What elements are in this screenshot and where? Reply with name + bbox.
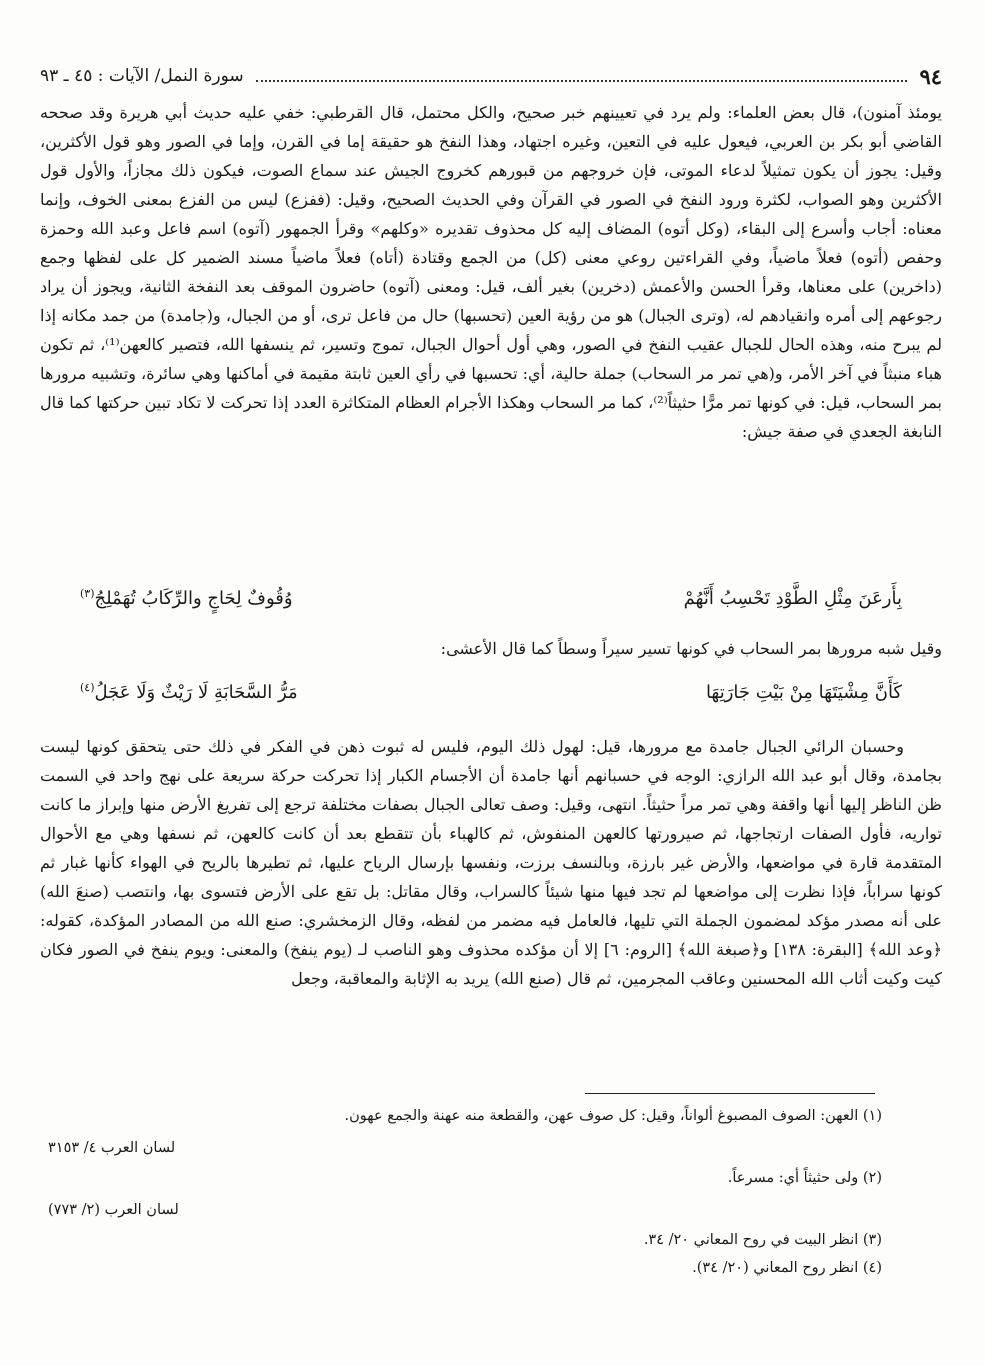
verse-intro: وقيل شبه مرورها بمر السحاب في كونها تسير سيراً وسطاً كما قال الأعشى:	[440, 639, 942, 658]
footnote-2-reference: لسان العرب (٢/ ٧٧٣)	[48, 1202, 179, 1218]
footnote-marker: (٤)	[80, 681, 95, 694]
footnote-marker: (٣)	[80, 587, 95, 600]
poem-verse-2	[40, 672, 942, 712]
footnote-1: (١) العهن: الصوف المصبوغ ألواناً، وقيل: كل صوف عهن، والقطعة منه عهنة والجمع عهون.	[344, 1108, 882, 1124]
footnote-3: (٣) انظر البيت في روح المعاني ٢٠/ ٣٤.	[643, 1232, 882, 1248]
page-header	[40, 60, 942, 92]
page-number: ٩٤	[919, 63, 942, 89]
footnote-1-reference: لسان العرب ٤/ ٣١٥٣	[48, 1140, 176, 1156]
running-title: سورة النمل/ الآيات : ٤٥ ـ ٩٣	[40, 66, 244, 86]
verse-first-hemistich: بِأَرعَنَ مِثْلِ الطَّوْدِ تَحْسِبُ أَنَّهُمْ	[683, 587, 902, 609]
footnote-divider	[585, 1093, 875, 1094]
verse-second-hemistich: وُقُوفٌ لِحَاجٍ والرِّكَابُ تُهَمْلِجُ$^{(٣)}$	[80, 587, 293, 609]
main-text-top	[40, 98, 942, 446]
main-text-bottom	[40, 732, 942, 993]
footnote-2: (٢) ولى حثيثاً أي: مسرعاً.	[727, 1170, 882, 1186]
paragraph: وحسبان الرائي الجبال جامدة مع مرورها، قيل: لهول ذلك اليوم، فليس له ثبوت ذهن في الفكر في ذلك حتى يتحقق كونها ليست بجامدة، وقال أبو عبد الله الرازي: الوجه في حسبانهم أنها جامدة أن الأجسام الكبار إذا تحركت حركة سريعة على نهج واحد في السمت ظن الناظر إليها أنها واقفة وهي تمر مراً حثيثاً. انتهى، وقيل: وصف تعالى الجبال بصفات مختلفة ترجع إلى تفريغ الأرض منها وإبراز ما كانت تواريه، فأول الصفات ارتجاجها، ثم صيرورتها كالعهن المنفوش، ثم كالهباء بأن تتقطع بعد أن كانت كالعهن، ثم نسفها وهي مع الأحوال المتقدمة قارة في مواضعها، والأرض غير بارزة، وبالنسف برزت، ونفسها بإرسال الرياح عليها، ثم تطيرها بالريح في الهواء كأنها غبار ثم كونها سراباً، فإذا نظرت إلى مواضعها لم تجد فيها منها شيئاً كالسراب، وقال مقاتل: بل تقع على الأرض فتسوى بها، وانتصب (صنعَ الله) على أنه مصدر مؤكد لمضمون الجملة التي تليها، فالعامل فيه مضمر من لفظه، وقال الزمخشري: صنع الله من المصادر المؤكدة، كقوله: ﴿وعد الله﴾ [البقرة: ١٣٨] و﴿صبغة الله﴾ [الروم: ٦] إلا أن مؤكده محذوف وهو الناصب لـ (يوم ينفخ) والمعنى: ويوم ينفخ في الصور فكان كيت وكيت أثاب الله المحسنين وعاقب المجرمين، ثم قال (صنع الله) يريد به الإثابة والمعاقبة، وجعل	[40, 737, 943, 988]
footnote-4: (٤) انظر روح المعاني (٢٠/ ٣٤).	[692, 1260, 882, 1276]
poem-verse-1	[40, 578, 942, 618]
verse-first-hemistich: كَأَنَّ مِشْيَتَهَا مِنْ بَيْتِ جَارَتِهَا	[705, 681, 902, 703]
verse-second-hemistich: مَرُّ السَّحَابَةِ لَا رَيْثٌ وَلَا عَجَلُ$^{(٤)}$	[80, 681, 298, 703]
header-leader-dots	[256, 70, 908, 82]
paragraph: يومئذ آمنون)، قال بعض العلماء: ولم يرد في تعيينهم خبر صحيح، والكل محتمل، قال القرطبي: خفي عليه حديث أبي هريرة وقد صححه القاضي أبو بكر بن العربي، فيعول عليه في التعين، وغيره اجتهاد، وهذا النفخ هو حقيقة إما في القرن، وإما في الصور وهو قول الأكثرين، وقيل: يجوز أن يكون تمثيلاً لدعاء الموتى، فإن خروجهم من قبورهم كخروج الجيش عند سماع الصوت، فيكون ذلك مجازاً، والأول قول الأكثرين وهو الصواب، لكثرة ورود النفخ في الصور في القرآن وفي الحديث الصحيح، وقيل: (ففزع) ليس من الفزع بمعنى الخوف، وإنما معناه: أجاب وأسرع إلى البقاء، (وكل أتوه) المضاف إليه كل محذوف تقديره «وكلهم» وقرأ الجمهور (آتوه) اسم فاعل وعبد الله وحمزة وحفص (أتوه) فعلاً ماضياً، وفي القراءتين روعي معنى (كل) من الجمع وقتادة (أتاه) فعلاً ماضياً مسند الضمير كل على لفظها وجمع (داخرين) على معناها، وقرأ الحسن والأعمش (دخرين) بغير ألف، قيل: ومعنى (آتوه) حاضرون الموقف بعد النفخة الثانية، ويجوز أن يراد رجوعهم إلى أمره وانقيادهم له، (وترى الجبال) هو من رؤية العين (تحسبها) حال من فاعل ترى، أو من الجبال، و(جامدة) من جمد مكانه إذا لم يبرح منه، وهذه الحال للجبال عقيب النفخ في الصور، وهي أول أحوال الجبال، تموج وتسير، ثم ينسفها الله، فتصير كالعهن⁽¹⁾، ثم تكون هباء منبثاً في آخر الأمر، و(هي تمر مر السحاب) جملة حالية، أي: تحسبها في رأي العين ثابتة مقيمة في أماكنها وهي سائرة، وتشبيه مرورها بمر السحاب، قيل: في كونها تمر مرًّا حثيثاً⁽²⁾، كما مر السحاب وهكذا الأجرام العظام المتكاثرة العدد إذا تحركت لا تكاد تبين حركتها كما قال النابغة الجعدي في صفة جيش:	[40, 103, 943, 441]
